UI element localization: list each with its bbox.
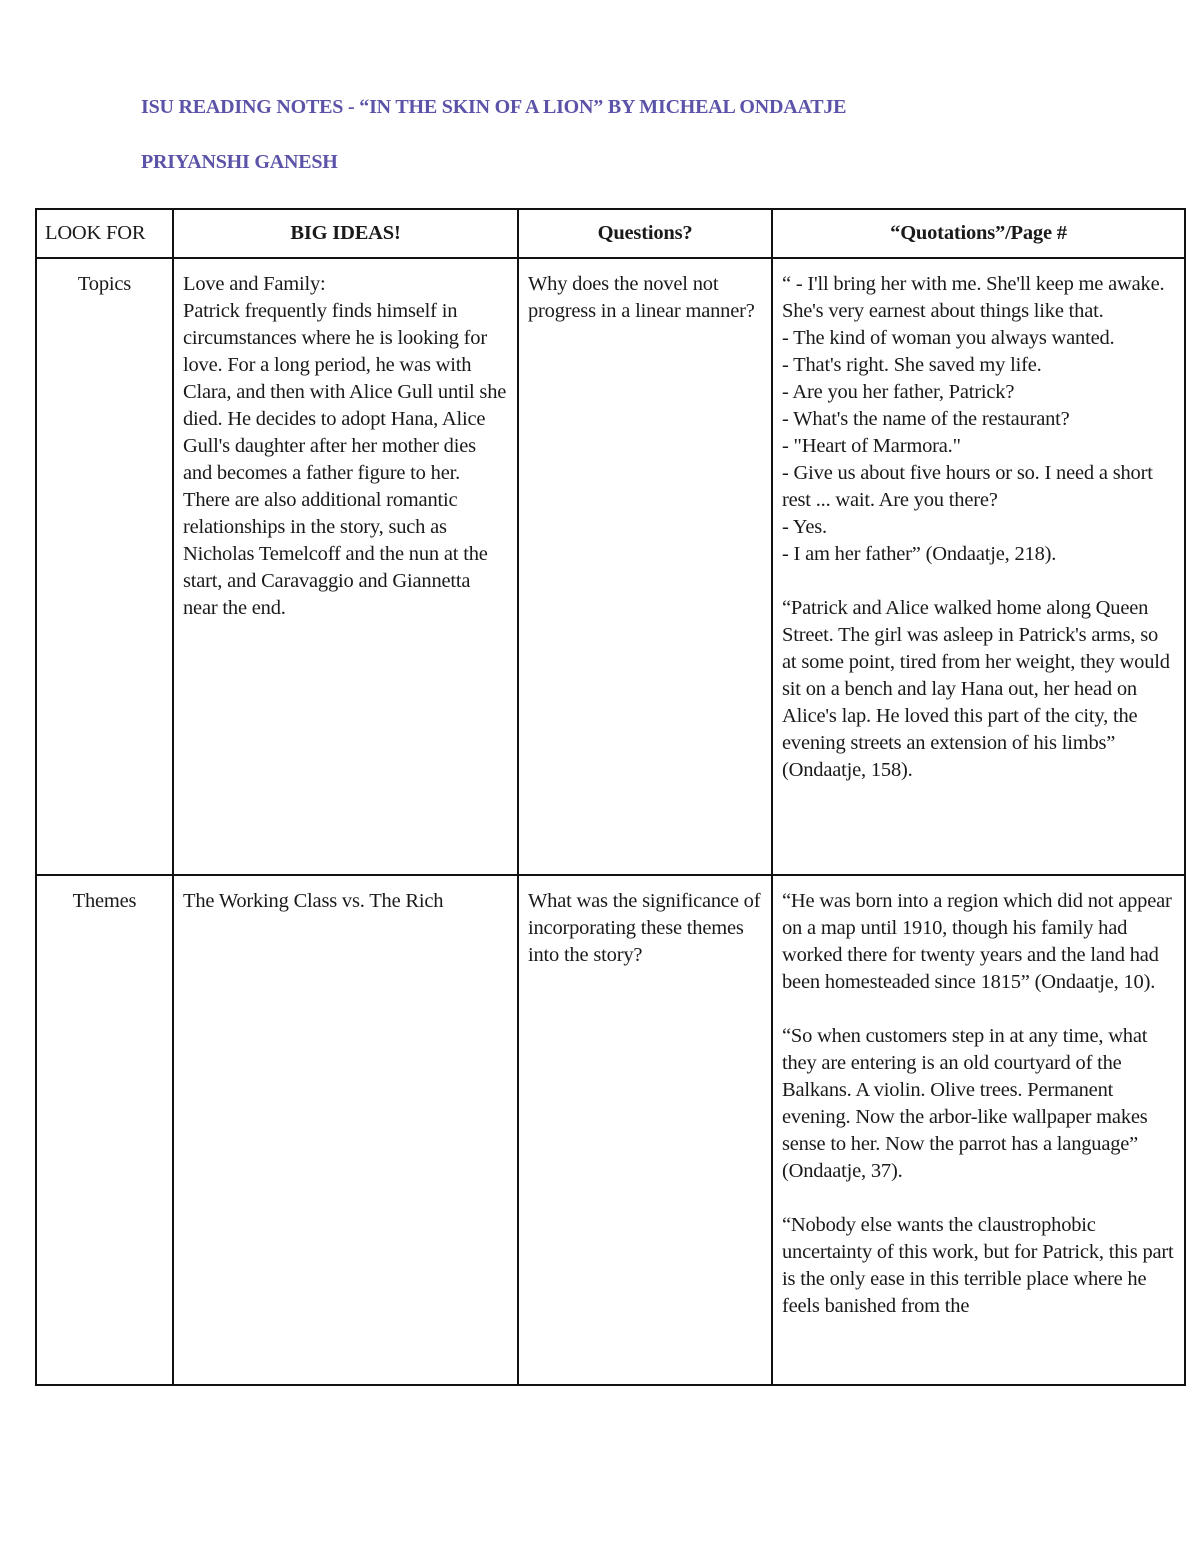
question-cell: What was the significance of incorporating these themes into the story? <box>518 875 772 1385</box>
big-idea-title: The Working Class vs. The Rich <box>183 890 444 912</box>
big-idea-cell <box>173 875 518 1385</box>
document-title: ISU READING NOTES - “IN THE SKIN OF A LION” BY MICHEAL ONDAATJE <box>141 96 847 118</box>
big-idea-title: Love and Family: <box>183 273 326 295</box>
quotation: “So when customers step in at any time, what they are entering is an old courtyard of the Balkans. A violin. Olive trees. Permanent evening. Now the arbor-like wallpaper makes sense to her. Now the parrot has a language” (Ondaatje, 37). <box>782 1025 1148 1182</box>
look-for-cell: Themes <box>36 875 173 1385</box>
header-questions: Questions? <box>518 209 772 258</box>
author-name: PRIYANSHI GANESH <box>141 151 338 173</box>
reading-notes-table <box>35 208 1186 1386</box>
big-idea-text: Patrick frequently finds himself in circumstances where he is looking for love. For a long period, he was with Clara, and then with Alice Gull until she died. He decides to adopt Hana, Alice Gull's daughter after her mother dies and becomes a father figure to her. There are also additional romantic relationships in the story, such as Nicholas Temelcoff and the nun at the start, and Caravaggio and Giannetta near the end. <box>183 300 507 619</box>
header-quotations: “Quotations”/Page # <box>772 209 1185 258</box>
table-row <box>36 875 1185 1385</box>
quotation: “ - I'll bring her with me. She'll keep me awake. She's very earnest about things like that. - The kind of woman you always wanted. - That's right. She saved my life. - Are you her father, Patrick? - What's the name of the restaurant? - "Heart of Marmora." - Give us about five hours or so. I need a short rest ... wait. Are you there? - Yes. - I am her father” (Ondaatje, 218). <box>782 273 1165 565</box>
header-look-for: LOOK FOR <box>36 209 173 258</box>
quotation-cell <box>772 875 1185 1385</box>
header-big-ideas: BIG IDEAS! <box>173 209 518 258</box>
quotation-cell <box>772 258 1185 875</box>
question-cell: Why does the novel not progress in a linear manner? <box>518 258 772 875</box>
look-for-cell: Topics <box>36 258 173 875</box>
quotation: “He was born into a region which did not appear on a map until 1910, though his family had worked there for twenty years and the land had been homesteaded since 1815” (Ondaatje, 10). <box>782 890 1172 993</box>
big-idea-cell <box>173 258 518 875</box>
quotation: “Nobody else wants the claustrophobic uncertainty of this work, but for Patrick, this part is the only ease in this terrible place where he feels banished from the <box>782 1214 1174 1317</box>
table-header-row <box>36 209 1185 258</box>
quotation: “Patrick and Alice walked home along Queen Street. The girl was asleep in Patrick's arms, so at some point, tired from her weight, they would sit on a bench and lay Hana out, her head on Alice's lap. He loved this part of the city, the evening streets an extension of his limbs” (Ondaatje, 158). <box>782 597 1170 781</box>
table-row <box>36 258 1185 875</box>
